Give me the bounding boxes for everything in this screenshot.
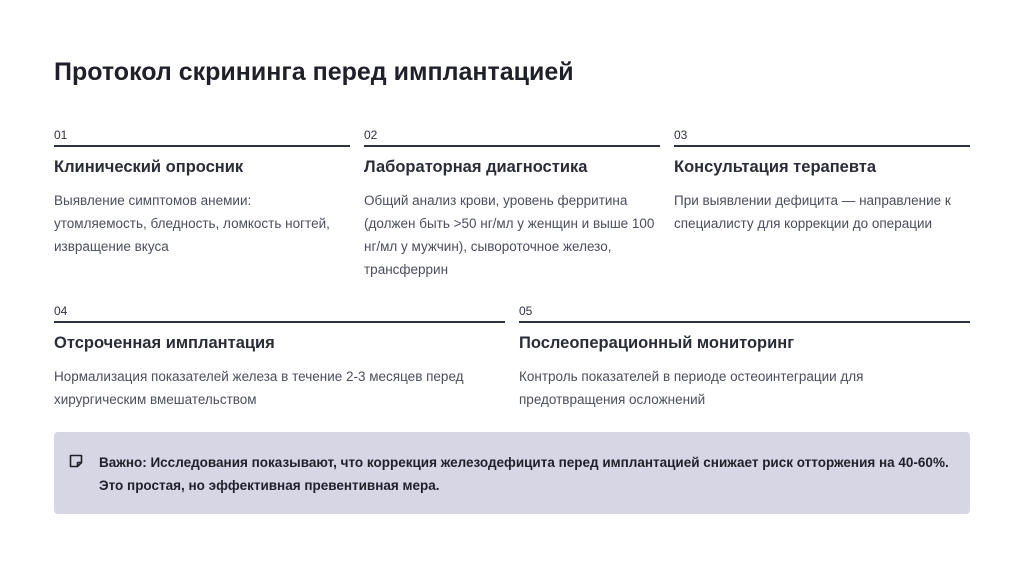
- step-number: 04: [54, 304, 505, 323]
- step-number: 02: [364, 128, 660, 147]
- step-card-04: [54, 304, 505, 411]
- step-card-02: [364, 128, 660, 281]
- step-description: Общий анализ крови, уровень ферритина (должен быть >50 нг/мл у женщин и выше 100 нг/мл у мужчин), сывороточное железо, трансферрин: [364, 193, 655, 277]
- step-description: При выявлении дефицита — направление к специалисту для коррекции до операции: [674, 193, 951, 231]
- step-description: Нормализация показателей железа в течение 2-3 месяцев перед хирургическим вмешательством: [54, 369, 464, 407]
- steps-row-1: [54, 128, 970, 281]
- step-number: 05: [519, 304, 970, 323]
- note-text: Важно: Исследования показывают, что коррекция железодефицита перед имплантацией снижает риск отторжения на 40-60%. Это простая, но эффективная превентивная мера.: [99, 455, 949, 493]
- steps-row-2: [54, 304, 970, 411]
- important-note: [54, 432, 970, 514]
- step-card-01: [54, 128, 350, 281]
- step-title: Клинический опросник: [54, 158, 244, 176]
- step-description: Контроль показателей в периоде остеоинтеграции для предотвращения осложнений: [519, 369, 864, 407]
- step-title: Отсроченная имплантация: [54, 334, 275, 352]
- step-description: Выявление симптомов анемии: утомляемость, бледность, ломкость ногтей, извращение вкуса: [54, 193, 330, 254]
- step-title: Консультация терапевта: [674, 158, 877, 176]
- step-number: 03: [674, 128, 970, 147]
- step-number: 01: [54, 128, 350, 147]
- step-card-03: [674, 128, 970, 281]
- step-title: Лабораторная диагностика: [364, 158, 588, 176]
- step-card-05: [519, 304, 970, 411]
- step-title: Послеоперационный мониторинг: [519, 334, 795, 352]
- page-title: Протокол скрининга перед имплантацией: [54, 58, 574, 86]
- slide: [54, 0, 970, 574]
- note-icon: [68, 453, 84, 469]
